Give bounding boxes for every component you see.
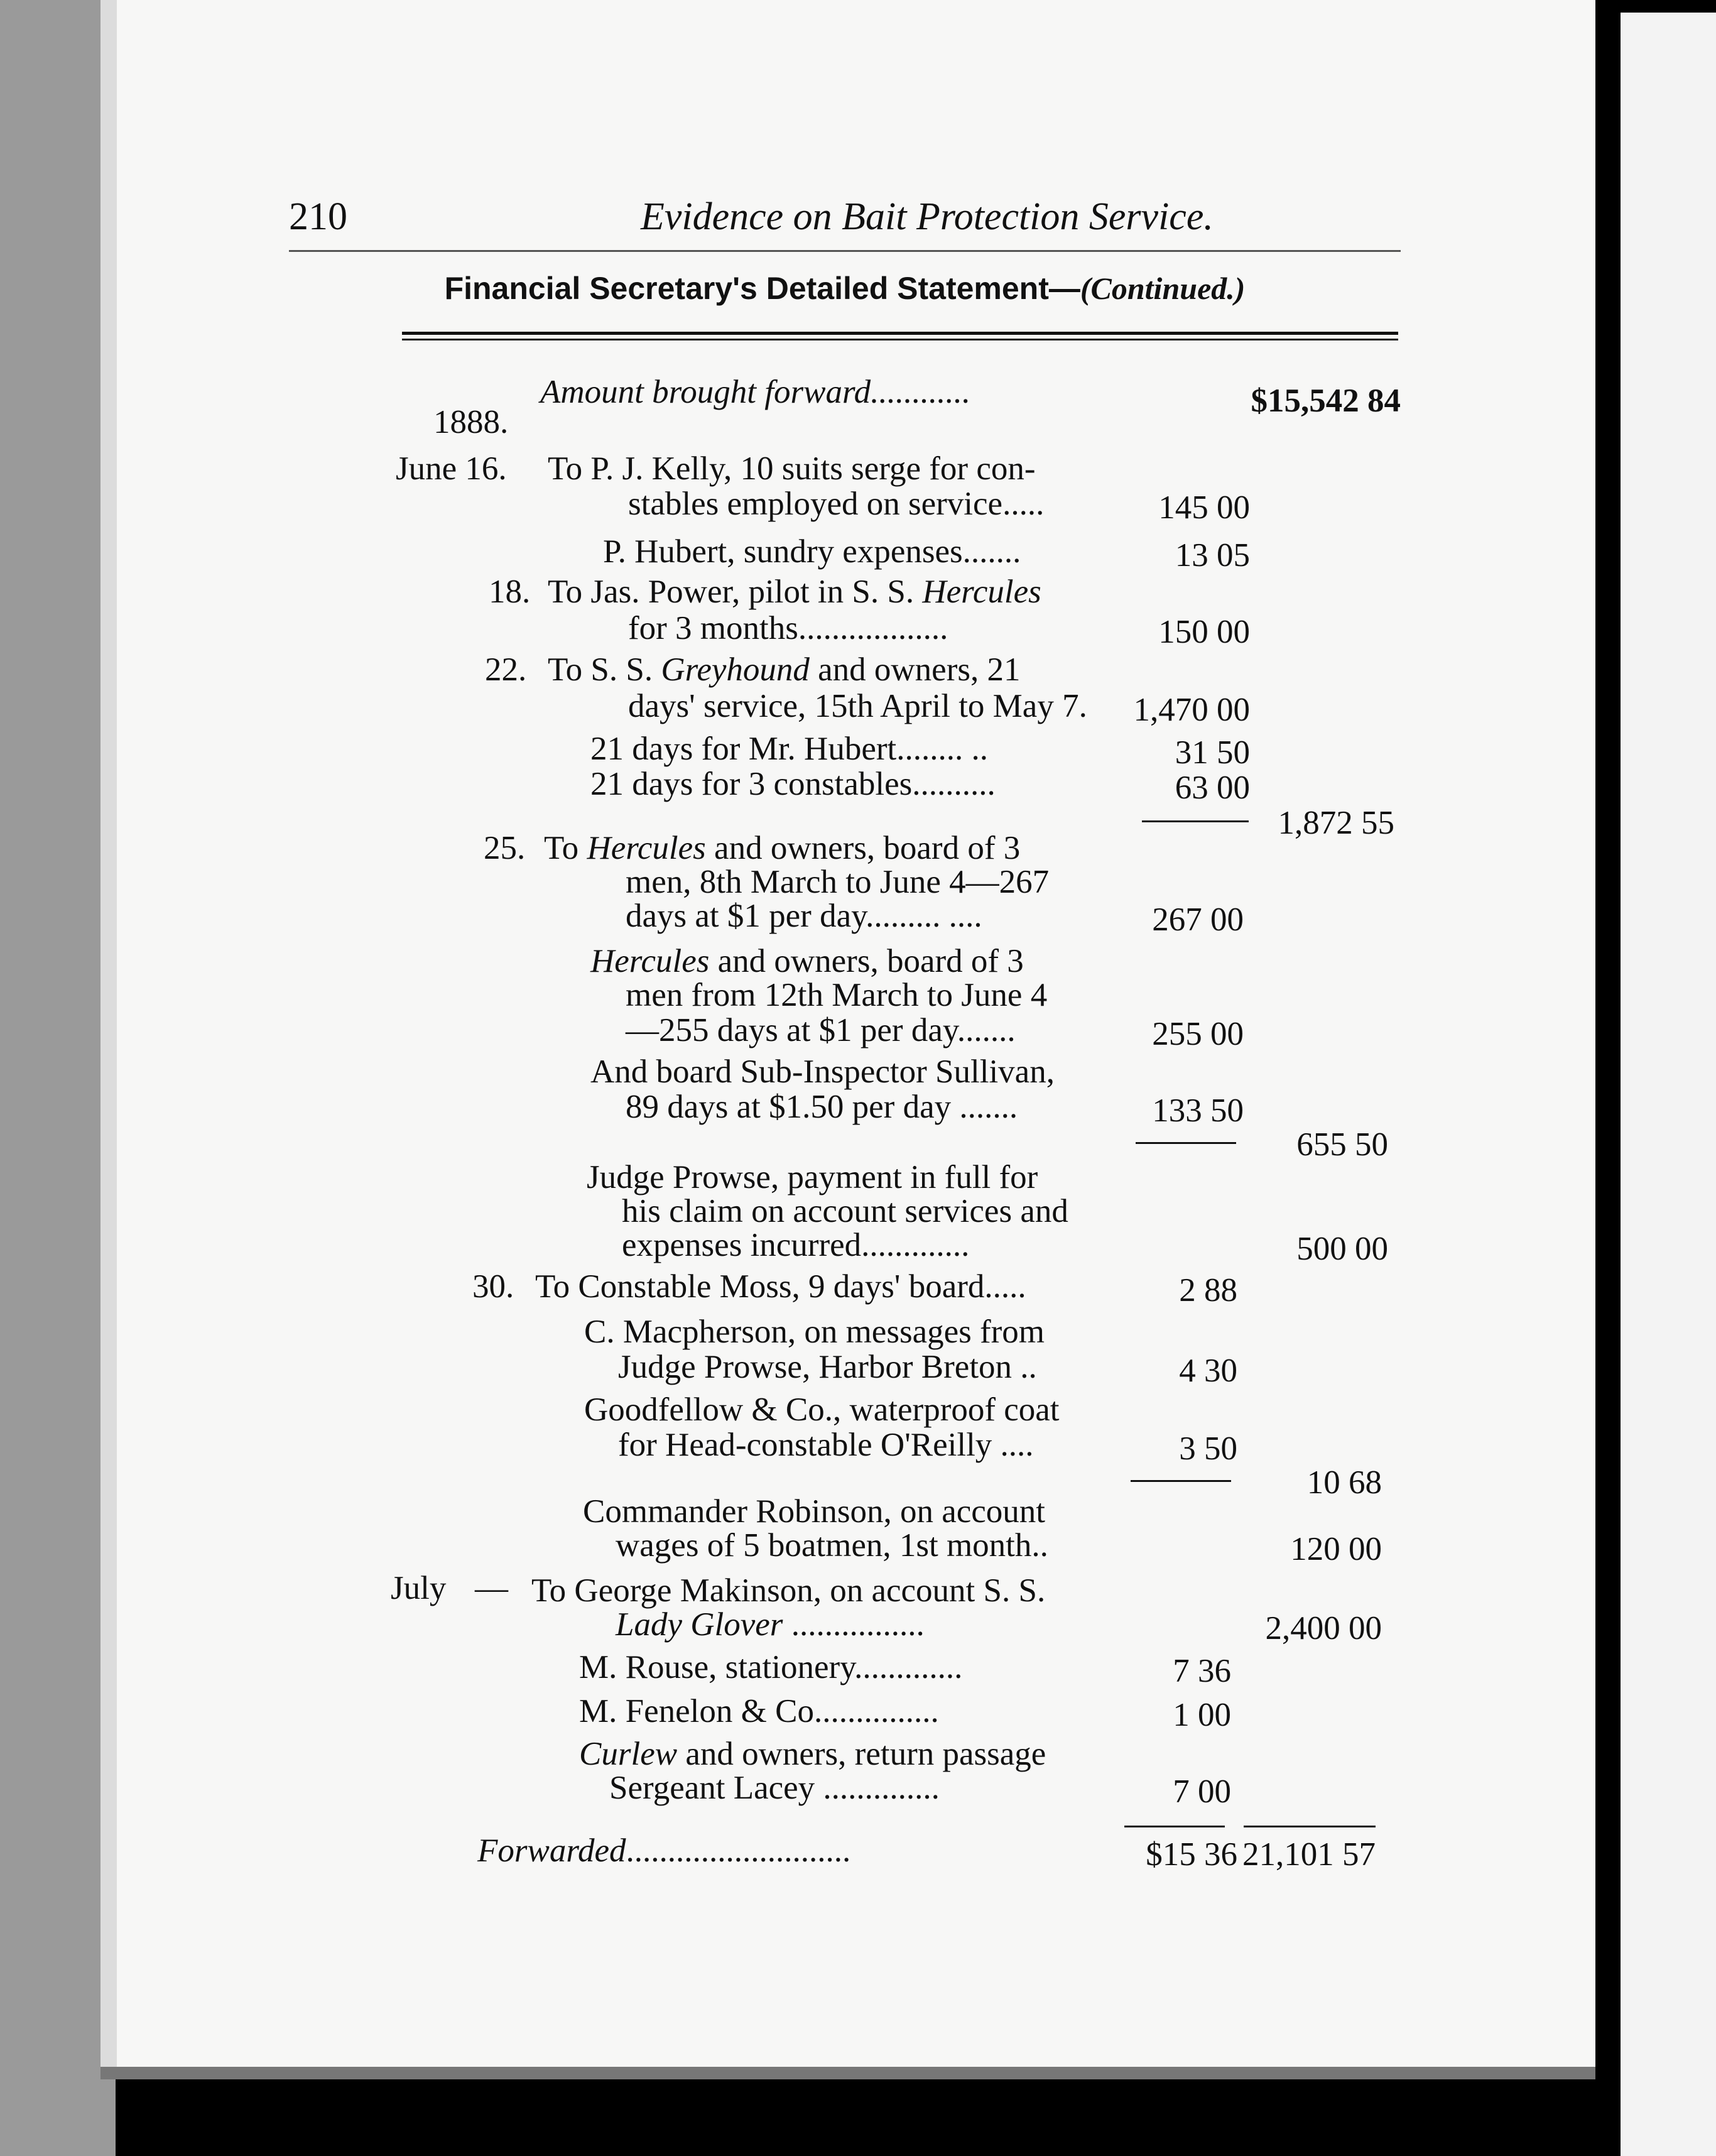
- entry-date: 30.: [472, 1268, 514, 1305]
- forwarded-amount: $15 36: [1146, 1836, 1237, 1873]
- entry-line: men, 8th March to June 4—267: [626, 864, 1050, 900]
- entry-line: expenses incurred.............: [622, 1227, 970, 1263]
- entry-line: stables employed on service.....: [628, 486, 1045, 522]
- entry-date: 18.: [489, 574, 531, 610]
- entry-line: M. Rouse, stationery.............: [579, 1649, 963, 1685]
- entry-subtotal: 655 50: [1296, 1126, 1388, 1163]
- entry-subtotal: 1,872 55: [1278, 805, 1394, 841]
- entry-line: P. Hubert, sundry expenses.......: [603, 533, 1021, 570]
- entry-date: July: [391, 1570, 447, 1606]
- entry-amount: 255 00: [1152, 1016, 1244, 1052]
- entry-line: Sergeant Lacey ..............: [609, 1770, 940, 1806]
- entry-amount: 2 88: [1179, 1272, 1237, 1309]
- entry-amount: 145 00: [1158, 489, 1250, 526]
- running-title: Evidence on Bait Protection Service.: [641, 195, 1214, 238]
- scan-margin: [0, 0, 116, 2156]
- forwarded-total: 21,101 57: [1242, 1836, 1376, 1873]
- brought-forward-label: Amount brought forward............: [540, 374, 971, 410]
- forwarded-rule: [1124, 1826, 1225, 1827]
- entry-line: days at $1 per day......... ....: [626, 898, 982, 934]
- facing-page-edge: [1621, 13, 1716, 2156]
- header-rule: [289, 250, 1401, 252]
- forwarded-label: Forwarded...........................: [477, 1832, 851, 1869]
- entry-date: 25.: [484, 830, 526, 866]
- entry-total: 500 00: [1296, 1231, 1388, 1267]
- entry-line: Judge Prowse, payment in full for: [587, 1159, 1038, 1195]
- entry-line: To Hercules and owners, board of 3: [544, 830, 1021, 866]
- statement-title-continued: (Continued.): [1080, 271, 1246, 306]
- entry-line: Judge Prowse, Harbor Breton ..: [618, 1349, 1037, 1385]
- subtotal-rule: [1131, 1480, 1231, 1482]
- entry-date: 22.: [485, 651, 527, 688]
- statement-title-main: Financial Secretary's Detailed Statement—: [444, 271, 1080, 306]
- entry-line: To Jas. Power, pilot in S. S. Hercules: [548, 574, 1041, 610]
- entry-line: To George Makinson, on account S. S.: [531, 1572, 1046, 1609]
- entry-line: —255 days at $1 per day.......: [626, 1012, 1016, 1048]
- page-edge-shadow: [100, 2067, 1595, 2079]
- entry-amount: 7 00: [1173, 1773, 1231, 1810]
- entry-subtotal: 10 68: [1306, 1464, 1382, 1501]
- entry-line: Goodfellow & Co., waterproof coat: [584, 1391, 1060, 1428]
- entry-line: his claim on account services and: [622, 1193, 1068, 1229]
- subtotal-rule: [1142, 820, 1249, 822]
- entry-line: And board Sub-Inspector Sullivan,: [590, 1054, 1055, 1090]
- entry-line: 89 days at $1.50 per day .......: [626, 1089, 1018, 1125]
- entry-amount: 3 50: [1179, 1430, 1237, 1467]
- entry-line: 21 days for 3 constables..........: [590, 766, 996, 802]
- entry-line: for 3 months..................: [628, 610, 948, 646]
- entry-amount: 133 50: [1152, 1092, 1244, 1129]
- statement-title: [289, 270, 1401, 307]
- entry-line: 21 days for Mr. Hubert........ ..: [590, 731, 988, 767]
- entry-line: C. Macpherson, on messages from: [584, 1314, 1045, 1350]
- entry-amount: 7 36: [1173, 1653, 1231, 1689]
- entry-dash: —: [475, 1570, 508, 1606]
- page-header: [289, 195, 1401, 239]
- entry-amount: 1 00: [1173, 1697, 1231, 1733]
- entry-line: To P. J. Kelly, 10 suits serge for con-: [548, 450, 1036, 487]
- year-label: 1888.: [433, 404, 509, 440]
- entry-line: wages of 5 boatmen, 1st month..: [616, 1527, 1048, 1564]
- entry-total: 2,400 00: [1265, 1610, 1382, 1647]
- entry-amount: 63 00: [1175, 770, 1250, 806]
- entry-line: Commander Robinson, on account: [583, 1493, 1045, 1530]
- entry-line: Curlew and owners, return passage: [579, 1736, 1046, 1772]
- entry-line: To S. S. Greyhound and owners, 21: [548, 651, 1021, 688]
- entry-amount: 31 50: [1175, 734, 1250, 771]
- title-double-rule: [402, 332, 1398, 340]
- forwarded-rule: [1244, 1826, 1376, 1827]
- entry-date: June 16.: [396, 450, 507, 487]
- entry-total: 120 00: [1290, 1531, 1382, 1567]
- entry-line: days' service, 15th April to May 7.: [628, 688, 1087, 724]
- entry-line: M. Fenelon & Co...............: [579, 1693, 939, 1729]
- entry-amount: 150 00: [1158, 614, 1250, 650]
- entry-line: for Head-constable O'Reilly ....: [618, 1427, 1034, 1463]
- entry-line: Hercules and owners, board of 3: [590, 943, 1024, 979]
- entry-amount: 13 05: [1175, 537, 1250, 574]
- entry-line: To Constable Moss, 9 days' board.....: [535, 1268, 1026, 1305]
- entry-amount: 1,470 00: [1133, 692, 1250, 728]
- entry-amount: 4 30: [1179, 1353, 1237, 1389]
- entry-amount: 267 00: [1152, 901, 1244, 938]
- subtotal-rule: [1136, 1142, 1236, 1144]
- page-number: 210: [289, 195, 347, 238]
- brought-forward-amount: $15,542 84: [1251, 383, 1401, 419]
- entry-line: men from 12th March to June 4: [626, 977, 1048, 1013]
- entry-line: Lady Glover ................: [616, 1606, 925, 1643]
